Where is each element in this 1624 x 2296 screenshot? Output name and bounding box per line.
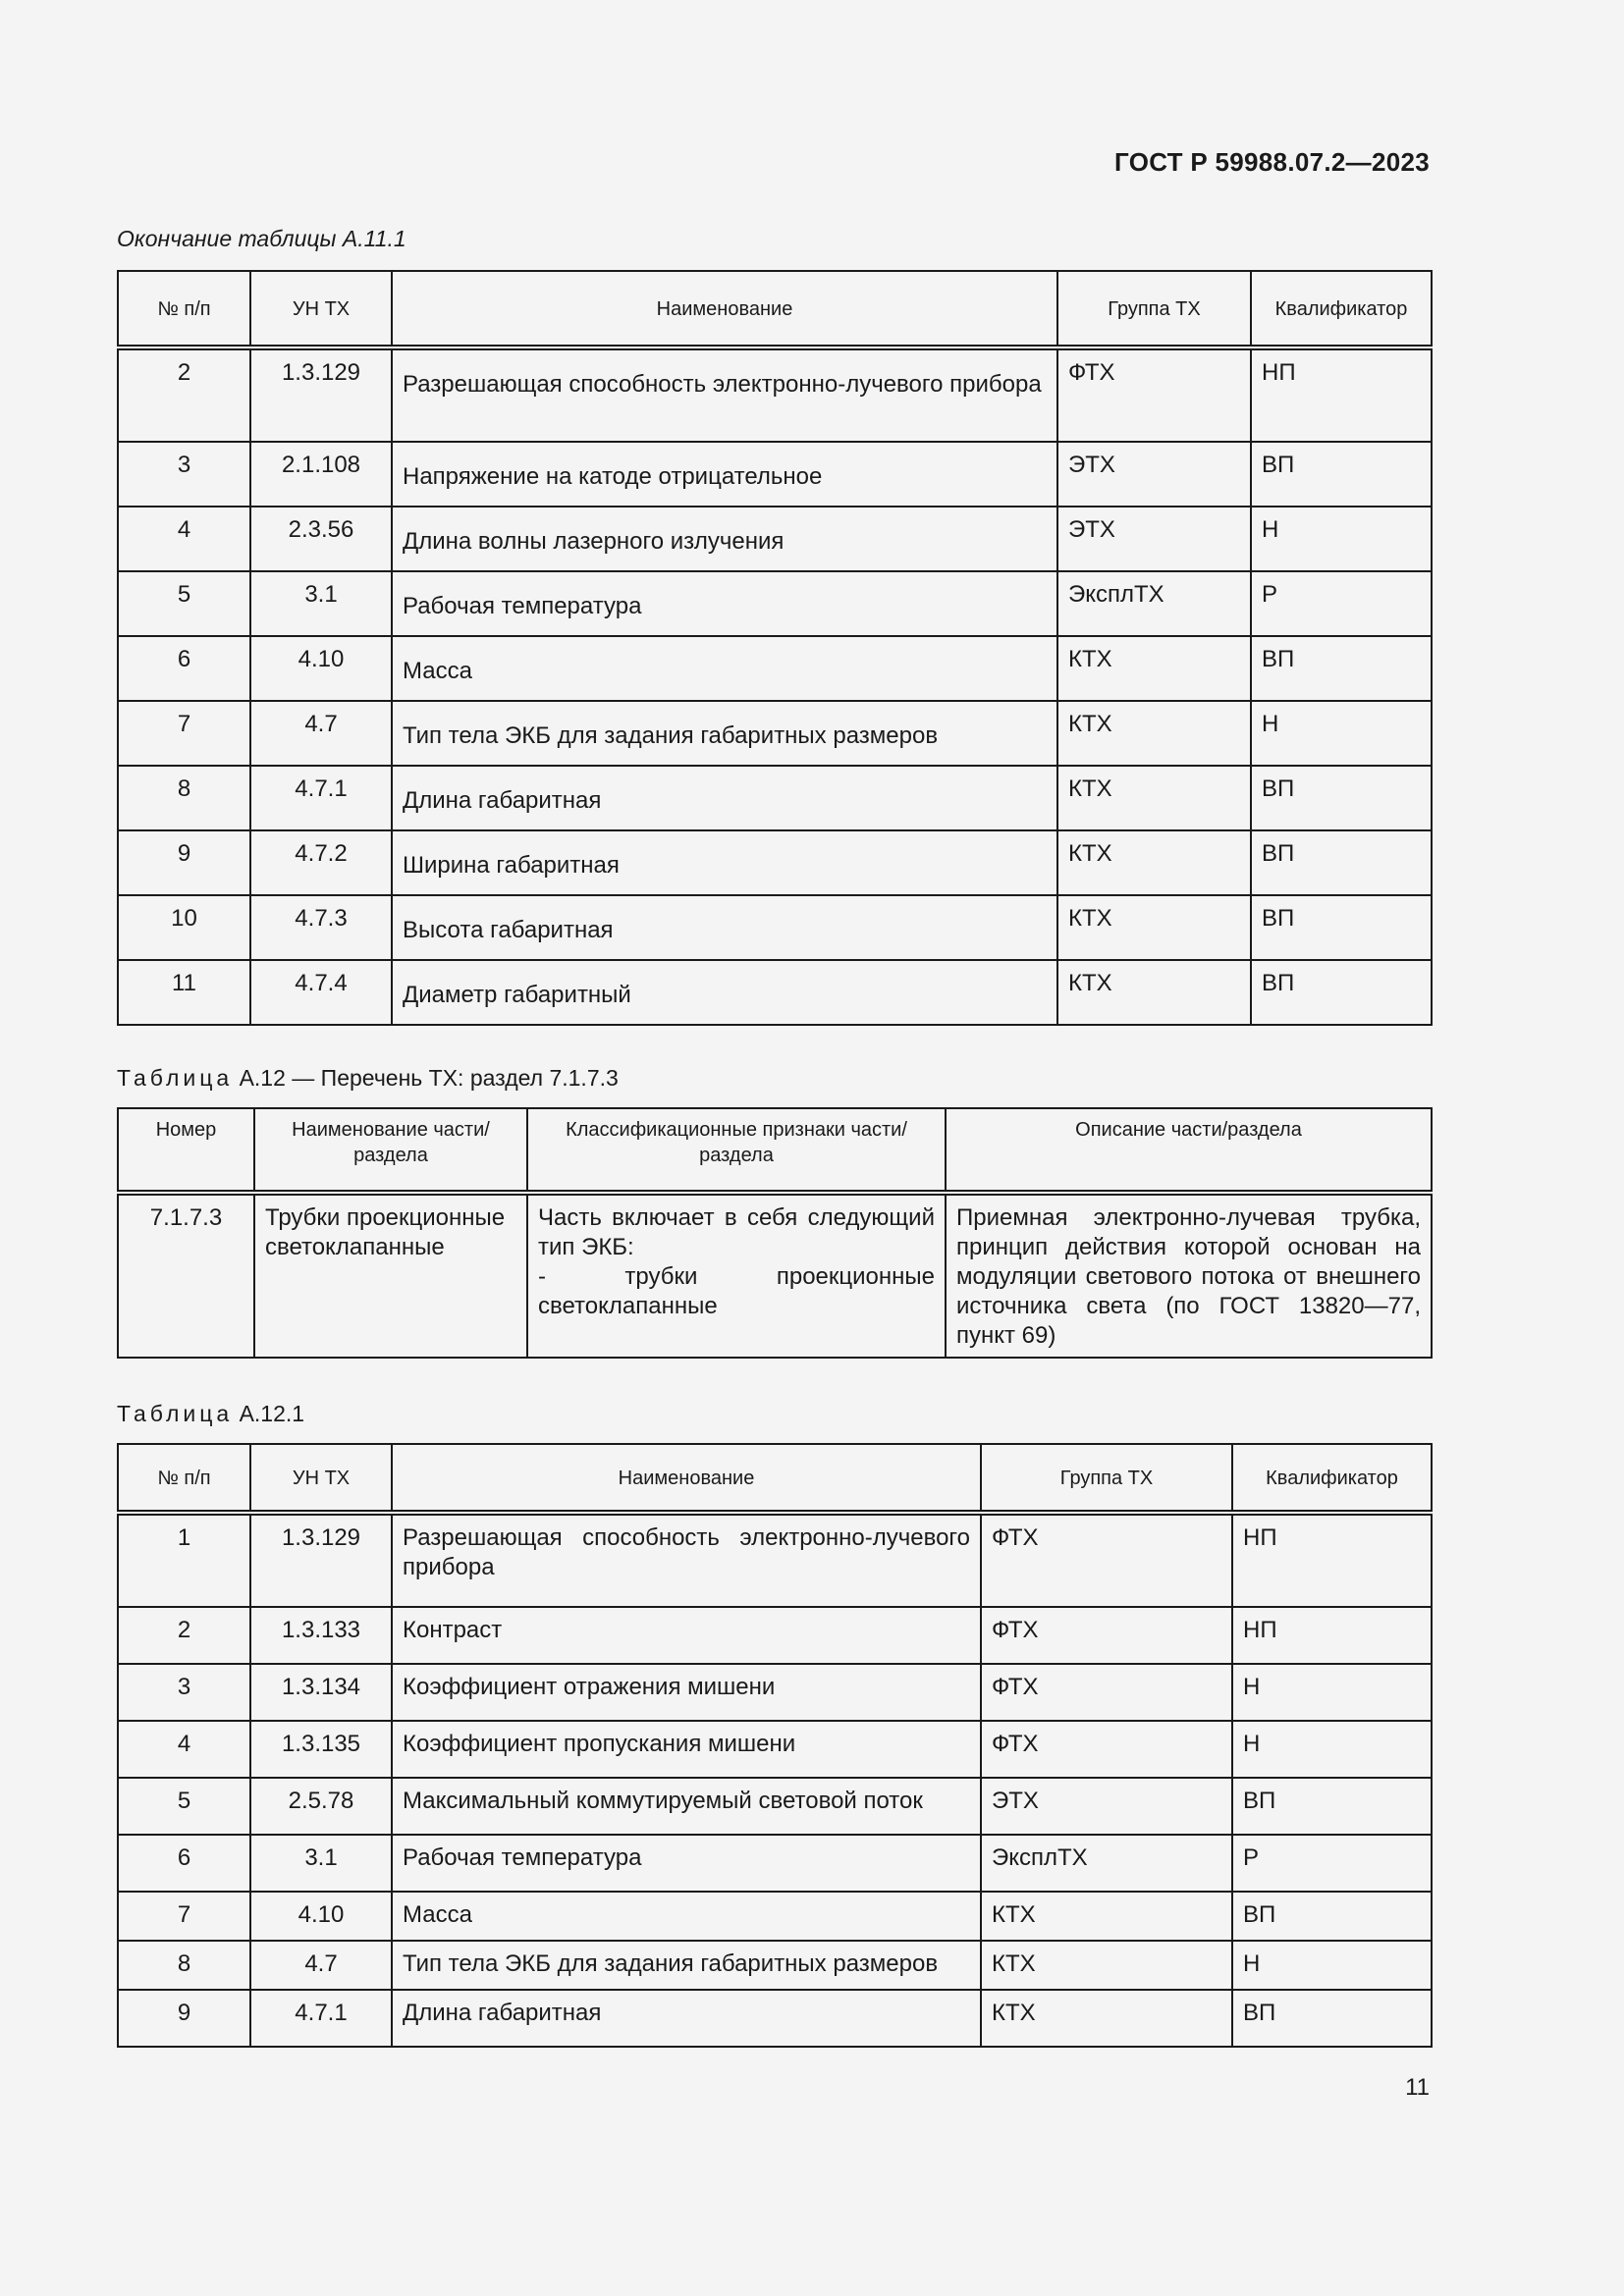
row-number: 6 (118, 1835, 250, 1892)
row-code: 4.7.1 (250, 1990, 392, 2047)
column-header: Номер (118, 1108, 254, 1193)
row-code: 4.7.4 (250, 960, 392, 1025)
table-row (118, 1664, 1432, 1721)
features-line: - трубки проекционные светоклапанные (538, 1263, 935, 1319)
row-name: Тип тела ЭКБ для задания габаритных размеров (392, 701, 1057, 766)
row-name: Рабочая температура (392, 1835, 981, 1892)
row-qualifier: ВП (1251, 830, 1432, 895)
row-code: 4.10 (250, 636, 392, 701)
document-code: ГОСТ Р 59988.07.2—2023 (1114, 147, 1430, 177)
row-name: Разрешающая способность электронно-лучевого прибора (392, 1513, 981, 1607)
table-row (118, 1990, 1432, 2047)
row-qualifier: ВП (1232, 1778, 1432, 1835)
row-name: Коэффициент пропускания мишени (392, 1721, 981, 1778)
row-code: 4.7 (250, 1941, 392, 1990)
row-qualifier: ВП (1251, 442, 1432, 507)
row-group: ФТХ (981, 1664, 1232, 1721)
table-row (118, 1607, 1432, 1664)
table-row (118, 1835, 1432, 1892)
row-number: 3 (118, 442, 250, 507)
row-number: 1 (118, 1513, 250, 1607)
row-qualifier: ВП (1251, 960, 1432, 1025)
row-code: 2.5.78 (250, 1778, 392, 1835)
table-a12-1 (117, 1443, 1433, 2048)
column-header: Наименование (392, 271, 1057, 347)
row-number: 10 (118, 895, 250, 960)
row-code: 1.3.129 (250, 1513, 392, 1607)
row-qualifier: ВП (1251, 636, 1432, 701)
row-code: 2.3.56 (250, 507, 392, 571)
row-qualifier: ВП (1232, 1990, 1432, 2047)
row-number: 5 (118, 571, 250, 636)
row-name: Ширина габаритная (392, 830, 1057, 895)
row-code: 1.3.134 (250, 1664, 392, 1721)
column-header: УН ТХ (250, 1444, 392, 1513)
column-header: Группа ТХ (1057, 271, 1251, 347)
row-qualifier: Н (1232, 1721, 1432, 1778)
table-row (118, 830, 1432, 895)
table2-caption-label: Таблица (117, 1065, 234, 1091)
row-qualifier: НП (1251, 347, 1432, 442)
row-code: 4.7 (250, 701, 392, 766)
row-code: 1.3.135 (250, 1721, 392, 1778)
row-code: 2.1.108 (250, 442, 392, 507)
row-name: Максимальный коммутируемый световой поток (392, 1778, 981, 1835)
row-number: 7 (118, 1892, 250, 1941)
row-number: 4 (118, 1721, 250, 1778)
row-qualifier: НП (1232, 1513, 1432, 1607)
column-header: Группа ТХ (981, 1444, 1232, 1513)
row-qualifier: НП (1232, 1607, 1432, 1664)
row-number: 8 (118, 766, 250, 830)
column-header: Классификационные признаки части/ раздела (527, 1108, 946, 1193)
row-name: Напряжение на катоде отрицательное (392, 442, 1057, 507)
row-qualifier: ВП (1232, 1892, 1432, 1941)
row-code: 4.7.2 (250, 830, 392, 895)
row-name: Высота габаритная (392, 895, 1057, 960)
table-row (118, 442, 1432, 507)
table1-caption: Окончание таблицы А.11.1 (117, 226, 406, 251)
row-name: Диаметр габаритный (392, 960, 1057, 1025)
row-number: 2 (118, 347, 250, 442)
row-name: Длина волны лазерного излучения (392, 507, 1057, 571)
row-group: ЭксплТХ (981, 1835, 1232, 1892)
row-number: 7 (118, 701, 250, 766)
row-group: КТХ (981, 1941, 1232, 1990)
column-header: № п/п (118, 271, 250, 347)
table-row (118, 1193, 1432, 1358)
column-header: Описание части/раздела (946, 1108, 1432, 1193)
row-code: 4.7.1 (250, 766, 392, 830)
row-name: Коэффициент отражения мишени (392, 1664, 981, 1721)
row-code: 4.10 (250, 1892, 392, 1941)
part-number: 7.1.7.3 (118, 1193, 254, 1358)
table2-caption (117, 1065, 619, 1092)
table-row (118, 1941, 1432, 1990)
row-qualifier: Н (1232, 1941, 1432, 1990)
table-row (118, 1778, 1432, 1835)
part-features (527, 1193, 946, 1358)
row-number: 3 (118, 1664, 250, 1721)
row-group: ФТХ (1057, 347, 1251, 442)
table-row (118, 895, 1432, 960)
column-header: УН ТХ (250, 271, 392, 347)
table-row (118, 766, 1432, 830)
table3-caption-text: А.12.1 (239, 1401, 305, 1426)
row-code: 4.7.3 (250, 895, 392, 960)
column-header: № п/п (118, 1444, 250, 1513)
row-group: КТХ (1057, 701, 1251, 766)
row-group: ФТХ (981, 1607, 1232, 1664)
row-code: 3.1 (250, 1835, 392, 1892)
row-name: Масса (392, 1892, 981, 1941)
row-group: ЭТХ (1057, 442, 1251, 507)
table3-caption (117, 1401, 304, 1427)
row-group: КТХ (981, 1892, 1232, 1941)
row-name: Тип тела ЭКБ для задания габаритных размеров (392, 1941, 981, 1990)
row-qualifier: Р (1232, 1835, 1432, 1892)
features-line: Часть включает в себя следующий тип ЭКБ: (538, 1204, 935, 1260)
column-header: Наименование части/ раздела (254, 1108, 527, 1193)
row-qualifier: Н (1251, 701, 1432, 766)
row-name: Рабочая температура (392, 571, 1057, 636)
row-group: КТХ (1057, 766, 1251, 830)
table-row (118, 1513, 1432, 1607)
row-group: ЭксплТХ (1057, 571, 1251, 636)
row-group: ФТХ (981, 1513, 1232, 1607)
table-row (118, 636, 1432, 701)
row-name: Контраст (392, 1607, 981, 1664)
column-header: Наименование (392, 1444, 981, 1513)
table-row (118, 507, 1432, 571)
part-description: Приемная электронно-лучевая трубка, принцип действия которой основан на модуляции светового потока от внешнего источника света (по ГОСТ 13820—77, пункт 69) (946, 1193, 1432, 1358)
table-row (118, 1892, 1432, 1941)
row-number: 6 (118, 636, 250, 701)
row-number: 9 (118, 1990, 250, 2047)
row-name: Разрешающая способность электронно-лучевого прибора (392, 347, 1057, 442)
row-group: КТХ (1057, 895, 1251, 960)
row-name: Масса (392, 636, 1057, 701)
row-qualifier: ВП (1251, 766, 1432, 830)
row-qualifier: Н (1251, 507, 1432, 571)
column-header: Квалификатор (1232, 1444, 1432, 1513)
table-row (118, 571, 1432, 636)
row-group: КТХ (1057, 636, 1251, 701)
row-group: ЭТХ (981, 1778, 1232, 1835)
table-a11-1 (117, 270, 1433, 1026)
row-number: 11 (118, 960, 250, 1025)
row-number: 8 (118, 1941, 250, 1990)
row-qualifier: Р (1251, 571, 1432, 636)
row-number: 4 (118, 507, 250, 571)
page-number: 11 (1405, 2074, 1430, 2101)
table-row (118, 1721, 1432, 1778)
row-group: КТХ (1057, 960, 1251, 1025)
row-group: КТХ (1057, 830, 1251, 895)
row-group: ЭТХ (1057, 507, 1251, 571)
table-row (118, 701, 1432, 766)
row-number: 9 (118, 830, 250, 895)
table-row (118, 347, 1432, 442)
table-a12 (117, 1107, 1433, 1359)
row-number: 5 (118, 1778, 250, 1835)
table2-caption-text: А.12 — Перечень ТХ: раздел 7.1.7.3 (239, 1065, 619, 1091)
row-code: 3.1 (250, 571, 392, 636)
row-group: КТХ (981, 1990, 1232, 2047)
row-code: 1.3.129 (250, 347, 392, 442)
row-name: Длина габаритная (392, 766, 1057, 830)
row-number: 2 (118, 1607, 250, 1664)
row-qualifier: Н (1232, 1664, 1432, 1721)
part-name: Трубки проекционные светоклапанные (254, 1193, 527, 1358)
row-group: ФТХ (981, 1721, 1232, 1778)
table-row (118, 960, 1432, 1025)
column-header: Квалификатор (1251, 271, 1432, 347)
table3-caption-label: Таблица (117, 1401, 234, 1426)
row-qualifier: ВП (1251, 895, 1432, 960)
row-code: 1.3.133 (250, 1607, 392, 1664)
row-name: Длина габаритная (392, 1990, 981, 2047)
